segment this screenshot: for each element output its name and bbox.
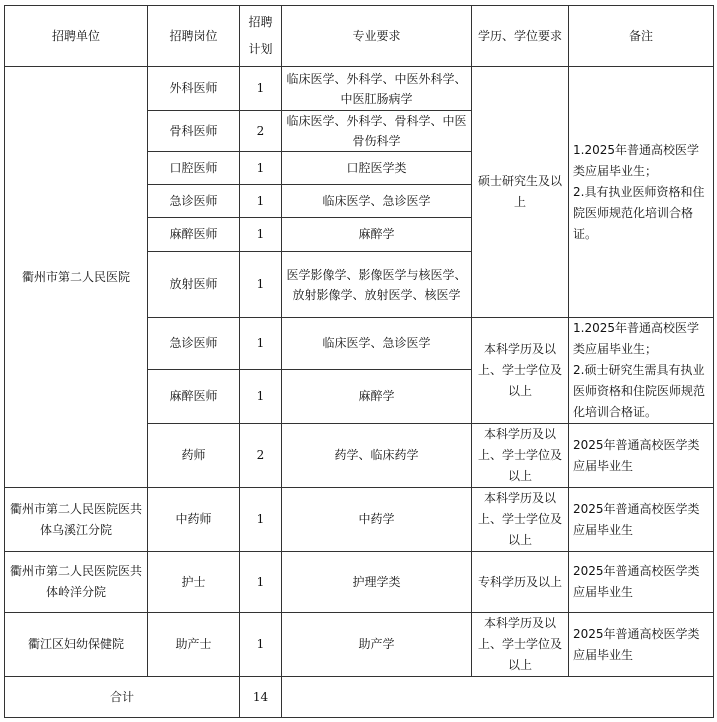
post-cell: 急诊医师	[148, 318, 240, 370]
remark-cell	[569, 67, 714, 318]
post-cell: 骨科医师	[148, 111, 240, 152]
post-cell: 急诊医师	[148, 185, 240, 218]
recruitment-table	[4, 5, 714, 718]
major-cell: 临床医学、外科学、骨科学、中医骨伤科学	[282, 111, 472, 152]
remark-cell: 2025年普通高校医学类应届毕业生	[569, 424, 714, 488]
total-row	[5, 677, 714, 718]
major-cell: 助产学	[282, 613, 472, 677]
major-cell: 临床医学、外科学、中医外科学、中医肛肠病学	[282, 67, 472, 111]
post-cell: 护士	[148, 552, 240, 613]
table-row	[5, 613, 714, 677]
remark-line: 2.硕士研究生需具有执业医师资格和住院医师规范化培训合格证。	[573, 363, 706, 419]
plan-cell: 1	[240, 218, 282, 252]
table-row	[5, 67, 714, 111]
degree-cell: 硕士研究生及以上	[472, 67, 569, 318]
header-post: 招聘岗位	[148, 6, 240, 67]
header-degree: 学历、学位要求	[472, 6, 569, 67]
degree-cell: 本科学历及以上、学士学位及以上	[472, 613, 569, 677]
total-empty-cell	[282, 677, 714, 718]
major-cell: 护理学类	[282, 552, 472, 613]
table-row	[5, 488, 714, 552]
plan-cell: 1	[240, 318, 282, 370]
post-cell: 麻醉医师	[148, 370, 240, 424]
degree-cell: 本科学历及以上、学士学位及以上	[472, 424, 569, 488]
header-major: 专业要求	[282, 6, 472, 67]
header-plan: 招聘计划	[240, 6, 282, 67]
degree-cell: 本科学历及以上、学士学位及以上	[472, 488, 569, 552]
major-cell: 临床医学、急诊医学	[282, 318, 472, 370]
major-cell: 口腔医学类	[282, 152, 472, 185]
unit-cell: 衢州市第二人民医院医共体乌溪江分院	[5, 488, 148, 552]
major-cell: 中药学	[282, 488, 472, 552]
remark-line: 2.具有执业医师资格和住院医师规范化培训合格证。	[573, 184, 705, 241]
remark-cell	[569, 318, 714, 424]
plan-cell: 1	[240, 488, 282, 552]
header-unit: 招聘单位	[5, 6, 148, 67]
post-cell: 外科医师	[148, 67, 240, 111]
plan-cell: 2	[240, 111, 282, 152]
remark-cell: 2025年普通高校医学类应届毕业生	[569, 613, 714, 677]
major-cell: 麻醉学	[282, 218, 472, 252]
post-cell: 中药师	[148, 488, 240, 552]
plan-cell: 1	[240, 370, 282, 424]
plan-cell: 2	[240, 424, 282, 488]
major-cell: 药学、临床药学	[282, 424, 472, 488]
post-cell: 口腔医师	[148, 152, 240, 185]
unit-cell: 衢州市第二人民医院	[5, 67, 148, 488]
remark-cell: 2025年普通高校医学类应届毕业生	[569, 488, 714, 552]
unit-cell: 衢江区妇幼保健院	[5, 613, 148, 677]
header-row	[5, 6, 714, 67]
major-cell: 医学影像学、影像医学与核医学、放射影像学、放射医学、核医学	[282, 252, 472, 318]
post-cell: 麻醉医师	[148, 218, 240, 252]
plan-cell: 1	[240, 252, 282, 318]
remark-cell: 2025年普通高校医学类应届毕业生	[569, 552, 714, 613]
plan-cell: 1	[240, 152, 282, 185]
post-cell: 助产士	[148, 613, 240, 677]
plan-cell: 1	[240, 185, 282, 218]
major-cell: 麻醉学	[282, 370, 472, 424]
post-cell: 放射医师	[148, 252, 240, 318]
header-remark: 备注	[569, 6, 714, 67]
degree-cell: 本科学历及以上、学士学位及以上	[472, 318, 569, 424]
unit-cell: 衢州市第二人民医院医共体岭洋分院	[5, 552, 148, 613]
major-cell: 临床医学、急诊医学	[282, 185, 472, 218]
degree-cell: 专科学历及以上	[472, 552, 569, 613]
remark-line: 1.2025年普通高校医学类应届毕业生；	[573, 142, 699, 178]
table-row	[5, 552, 714, 613]
total-value: 14	[240, 677, 282, 718]
remark-line: 1.2025年普通高校医学类应届毕业生；	[573, 321, 699, 356]
post-cell: 药师	[148, 424, 240, 488]
total-label: 合计	[5, 677, 240, 718]
plan-cell: 1	[240, 613, 282, 677]
plan-cell: 1	[240, 552, 282, 613]
plan-cell: 1	[240, 67, 282, 111]
